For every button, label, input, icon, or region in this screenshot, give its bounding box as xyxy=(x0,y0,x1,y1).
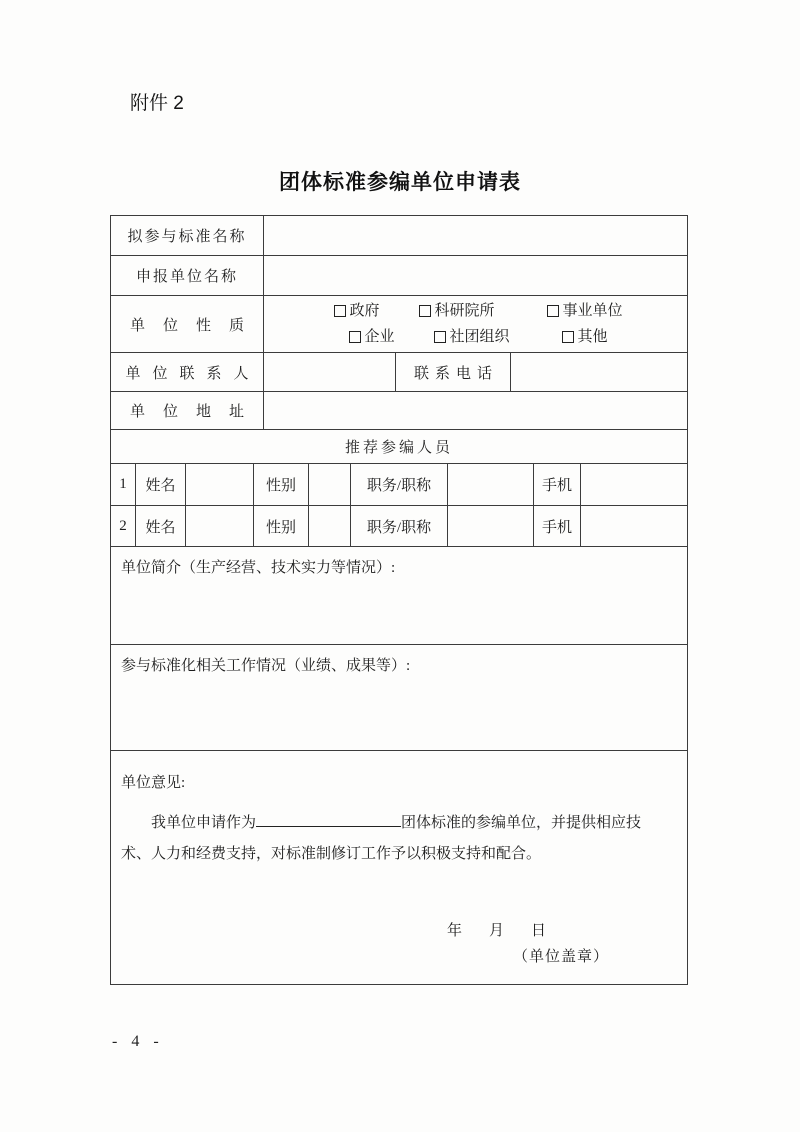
personnel-row xyxy=(111,464,687,506)
unit-address-value-cell xyxy=(264,392,687,429)
nature-option-label: 政府 xyxy=(349,303,380,319)
nature-option-enterprise xyxy=(349,324,434,350)
date-year-label: 年 xyxy=(447,923,463,939)
nature-option-label: 企业 xyxy=(364,329,395,345)
nature-options-line2 xyxy=(349,324,607,350)
application-form-table xyxy=(110,215,688,985)
person-name-value-cell xyxy=(186,506,254,546)
person-mobile-label: 手机 xyxy=(534,506,581,546)
person-mobile-value-cell xyxy=(581,506,687,546)
row-standard-name xyxy=(111,216,687,256)
unit-seal-label: （单位盖章） xyxy=(513,949,610,965)
person-name-value-cell xyxy=(186,464,254,505)
person-title-label: 职务/职称 xyxy=(351,464,448,505)
standard-name-label: 拟参与标准名称 xyxy=(111,216,264,255)
checkbox-icon xyxy=(334,305,346,317)
unit-intro-label: 单位简介（生产经营、技术实力等情况）: xyxy=(121,560,396,576)
date-line xyxy=(121,918,675,944)
unit-nature-options xyxy=(264,296,687,352)
checkbox-icon xyxy=(349,331,361,343)
standardization-work-label: 参与标准化相关工作情况（业绩、成果等）: xyxy=(121,658,411,674)
contact-person-value-cell xyxy=(264,353,396,391)
attachment-label: 附件 2 xyxy=(130,93,184,114)
page-title: 团体标准参编单位申请表 xyxy=(279,171,521,194)
opinion-sentence-line1 xyxy=(121,808,675,838)
nature-option-research-institute xyxy=(419,298,547,324)
person-mobile-value-cell xyxy=(581,464,687,505)
row-standardization-work xyxy=(111,645,687,751)
row-unit-opinion xyxy=(111,751,687,984)
person-title-label: 职务/职称 xyxy=(351,506,448,546)
person-row-number: 2 xyxy=(111,506,136,546)
person-mobile-label: 手机 xyxy=(534,464,581,505)
personnel-row xyxy=(111,506,687,547)
contact-phone-label: 联系电话 xyxy=(396,353,511,391)
unit-opinion-section xyxy=(111,751,687,984)
unit-opinion-label: 单位意见: xyxy=(121,775,186,791)
unit-name-value-cell xyxy=(264,256,687,295)
row-unit-nature xyxy=(111,296,687,353)
person-name-label: 姓名 xyxy=(136,464,186,505)
checkbox-icon xyxy=(434,331,446,343)
person-gender-value-cell xyxy=(309,464,351,505)
row-unit-name xyxy=(111,256,687,296)
person-gender-label: 性别 xyxy=(254,464,309,505)
unit-name-label: 申报单位名称 xyxy=(111,256,264,295)
row-personnel-header xyxy=(111,430,687,464)
person-gender-value-cell xyxy=(309,506,351,546)
standard-name-value-cell xyxy=(264,216,687,255)
person-title-value-cell xyxy=(448,464,534,505)
nature-option-label: 社团组织 xyxy=(449,329,510,345)
person-name-label: 姓名 xyxy=(136,506,186,546)
unit-address-label: 单位地址 xyxy=(111,392,264,429)
row-unit-intro xyxy=(111,547,687,645)
checkbox-icon xyxy=(562,331,574,343)
row-contact xyxy=(111,353,687,392)
nature-option-label: 事业单位 xyxy=(562,303,623,319)
person-row-number: 1 xyxy=(111,464,136,505)
person-title-value-cell xyxy=(448,506,534,546)
row-address xyxy=(111,392,687,430)
nature-option-public-institution xyxy=(547,298,622,324)
nature-option-label: 科研院所 xyxy=(434,303,495,319)
contact-phone-value-cell xyxy=(511,353,687,391)
personnel-section-header: 推荐参编人员 xyxy=(344,440,453,456)
nature-options-line1 xyxy=(334,298,622,324)
unit-nature-label: 单位性质 xyxy=(111,296,264,352)
nature-option-label: 其他 xyxy=(577,329,608,345)
opinion-sentence-line2: 术、人力和经费支持，对标准制修订工作予以积极支持和配合。 xyxy=(121,846,542,862)
person-gender-label: 性别 xyxy=(254,506,309,546)
date-day-label: 日 xyxy=(531,923,547,939)
contact-person-label: 单位联系人 xyxy=(111,353,264,391)
standard-name-blank-line xyxy=(256,813,401,827)
nature-option-social-organization xyxy=(434,324,562,350)
date-month-label: 月 xyxy=(489,923,505,939)
nature-option-other xyxy=(562,324,607,350)
opinion-sentence-suffix: 团体标准的参编单位，并提供相应技 xyxy=(401,815,642,831)
opinion-sentence-prefix: 我单位申请作为 xyxy=(151,815,257,831)
nature-option-government xyxy=(334,298,419,324)
checkbox-icon xyxy=(419,305,431,317)
checkbox-icon xyxy=(547,305,559,317)
page-number: - 4 - xyxy=(112,1033,164,1050)
